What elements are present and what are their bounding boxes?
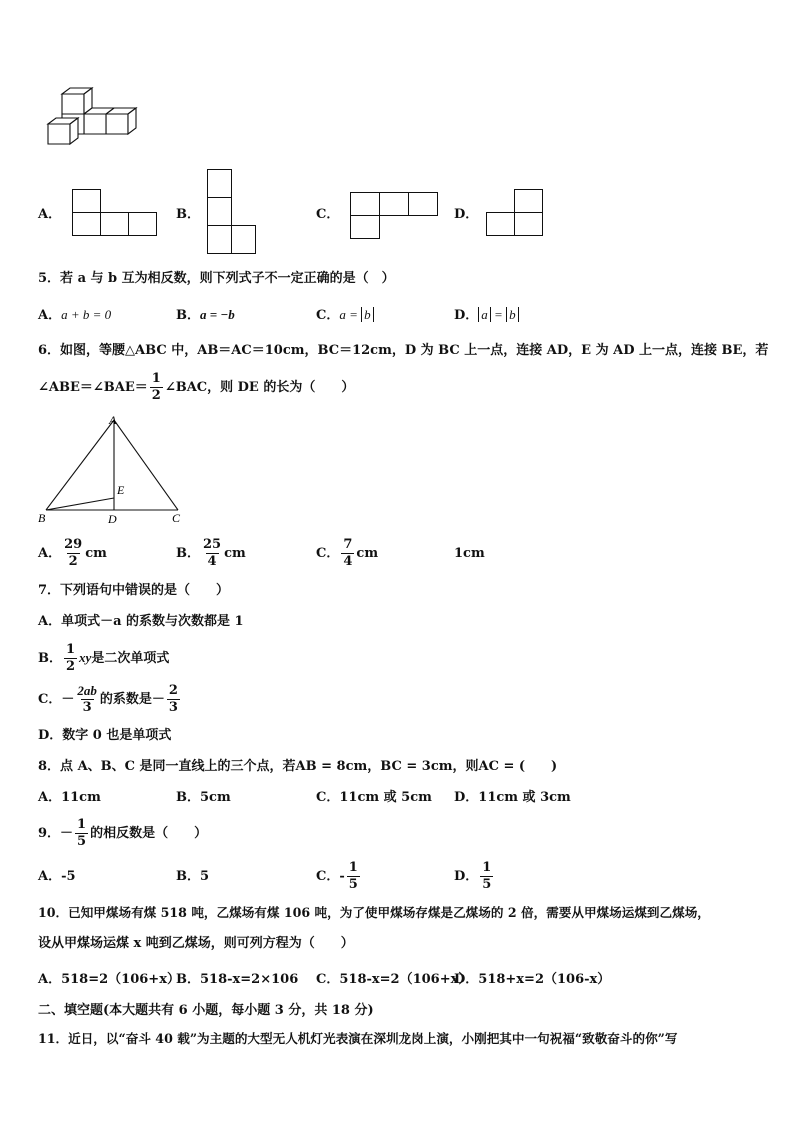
q10-option-a[interactable]: A．518=2（106+x） (38, 972, 180, 987)
label-d: D (108, 512, 117, 526)
triangle-abc-figure (34, 412, 194, 530)
q6-stem-line1: 6．如图，等腰△ABC 中，AB＝AC＝10cm，BC＝12cm，D 为 BC 上一点，连接 AD，E 为 AD 上一点，连接 BE，若 (38, 343, 769, 358)
q9-option-b[interactable]: B．5 (176, 869, 210, 884)
q11-stem: 11．近日，以“奋斗 40 载”为主题的大型无人机灯光表演在深圳龙岗上演，小刚把其中一句祝福“致敬奋斗的你”写 (38, 1031, 678, 1046)
q8-option-d[interactable]: D．11cm 或 3cm (454, 790, 571, 805)
cube-solid-figure (46, 86, 138, 148)
q10-option-b[interactable]: B．518-x=2×106 (176, 972, 299, 987)
q10-stem-line1: 10．已知甲煤场有煤 518 吨，乙煤场有煤 106 吨，为了使甲煤场存煤是乙煤场的 2 倍，需要从甲煤场运煤到乙煤场， (38, 905, 710, 920)
q6-option-b[interactable]: B． $\frac{25}{4}$ cm (176, 537, 246, 569)
q8-option-c[interactable]: C．11cm 或 5cm (316, 790, 432, 805)
q6-stem-line2: ∠ABE＝∠BAE＝ $\frac{1}{2}$ ∠BAC，则 DE 的长为（ ） (38, 371, 355, 403)
q9-option-a[interactable]: A．-5 (38, 869, 76, 884)
label-c: C (172, 511, 181, 525)
q4-option-c-label[interactable]: C． (316, 207, 340, 222)
q10-option-d[interactable]: D．518+x=2（106-x） (454, 972, 611, 987)
label-b: B (38, 511, 46, 525)
q4-option-a-label[interactable]: A． (38, 207, 62, 222)
q5-stem: 5．若 a 与 b 互为相反数，则下列式子不一定正确的是（ ） (38, 271, 395, 286)
q9-option-d[interactable]: D． $\frac{1}{5}$ (454, 860, 492, 892)
q5-option-d[interactable]: D． a = b (454, 306, 519, 325)
q8-option-b[interactable]: B．5cm (176, 790, 231, 805)
q6-option-a[interactable]: A． $\frac{29}{2}$ cm (38, 537, 107, 569)
q7-stem: 7．下列语句中错误的是（ ） (38, 583, 230, 598)
q10-stem-line2: 设从甲煤场运煤 x 吨到乙煤场，则可列方程为（ ） (38, 936, 354, 951)
q5-option-b[interactable]: B．a = −b (176, 307, 235, 323)
q5-option-a[interactable]: A．a + b = 0 (38, 307, 112, 323)
q8-stem: 8．点 A、B、C 是同一直线上的三个点，若AB = 8cm，BC = 3cm，则AC = ( ) (38, 759, 558, 774)
q4-option-d-label[interactable]: D． (454, 207, 479, 222)
q10-option-c[interactable]: C．518-x=2（106+x） (316, 972, 472, 987)
label-e: E (117, 483, 125, 497)
q8-option-a[interactable]: A．11cm (38, 790, 101, 805)
q4-option-b-label[interactable]: B． (176, 207, 200, 222)
section-2-heading: 二、填空题(本大题共有 6 小题，每小题 3 分，共 18 分) (38, 1003, 374, 1018)
q7-option-c[interactable]: C．－ $\frac{2ab}{3}$ 的系数是－ $\frac{2}{3}$ (38, 683, 178, 715)
q5-option-c[interactable]: C．a = b (316, 306, 374, 325)
label-a: A (109, 413, 117, 427)
q7-option-d[interactable]: D．数字 0 也是单项式 (38, 728, 172, 743)
q6-option-c[interactable]: C． $\frac{7}{4}$ cm (316, 537, 379, 569)
q7-option-a[interactable]: A．单项式－a 的系数与次数都是 1 (38, 614, 244, 629)
q9-option-c[interactable]: C．- $\frac{1}{5}$ (316, 860, 358, 892)
q6-option-d[interactable]: 1cm (454, 546, 485, 561)
q9-stem: 9．－ $\frac{1}{5}$ 的相反数是（ ） (38, 817, 208, 849)
q7-option-b[interactable]: B． $\frac{1}{2}$ xy是二次单项式 (38, 642, 170, 674)
